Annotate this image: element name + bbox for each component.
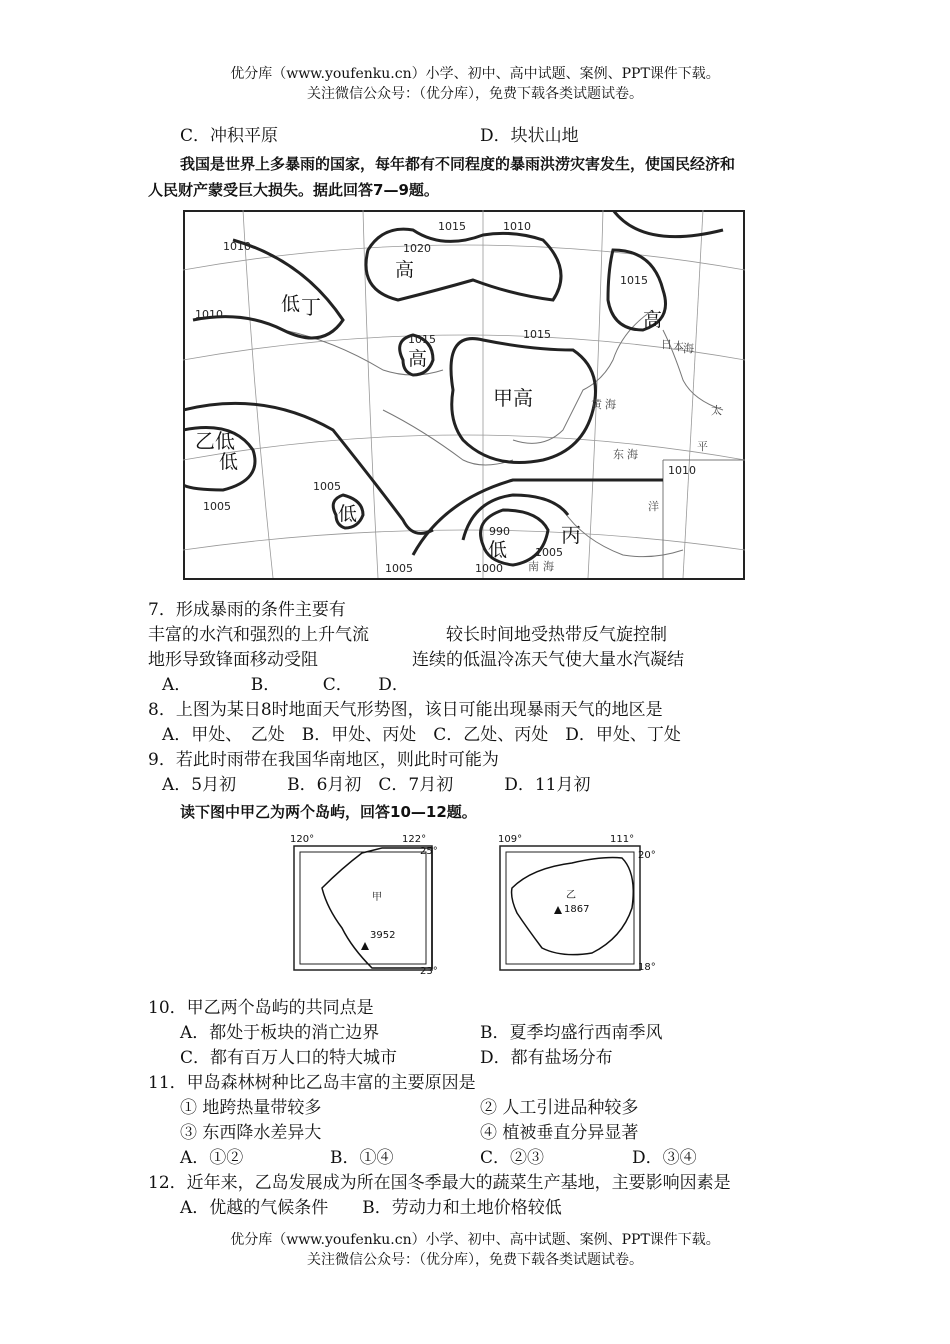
q7-option-2: 较长时间地受热带反气旋控制 — [446, 625, 667, 645]
q12-stem: 12．近年来，乙岛发展成为所在国冬季最大的蔬菜生产基地，主要影响因素是 — [148, 1173, 731, 1193]
header-line-1: 优分库（www.youfenku.cn）小学、初中、高中试题、案例、PPT课件下载。 — [230, 66, 720, 82]
isobar-label: 1015 — [620, 274, 648, 287]
sea-label: 洋 — [648, 500, 659, 513]
lon-label: 122° — [402, 834, 427, 845]
isobar-label: 1005 — [535, 546, 563, 559]
q11-stem: 11．甲岛森林树种比乙岛丰富的主要原因是 — [148, 1073, 476, 1093]
pressure-center-label: 高 — [643, 309, 663, 331]
q9-choices: A．5月初 B．6月初 C．7月初 D．11月初 — [162, 775, 591, 795]
marker-bing: 丙 — [561, 523, 581, 547]
lat-label: 20° — [638, 850, 656, 861]
q9-stem: 9．若此时雨带在我国华南地区，则此时可能为 — [148, 750, 499, 770]
isobar-label: 1005 — [385, 562, 413, 575]
island-map-jia — [282, 828, 442, 976]
sea-label: 海 — [683, 342, 694, 355]
q10-stem: 10．甲乙两个岛屿的共同点是 — [148, 998, 374, 1018]
header-line-2: 关注微信公众号：（优分库），免费下载各类试题试卷。 — [307, 86, 643, 102]
isobar-label: 1005 — [313, 480, 341, 493]
isobar-label: 1015 — [523, 328, 551, 341]
q11-choice-c: C．②③ — [480, 1148, 545, 1168]
sea-label: 日 — [661, 338, 672, 351]
pressure-center-label: 低 — [281, 293, 301, 315]
marker-ding: 丁 — [301, 295, 321, 319]
q10-option-b: B．夏季均盛行西南季风 — [480, 1023, 663, 1043]
isobar-label: 1015 — [438, 220, 466, 233]
q10-option-c: C．都有百万人口的特大城市 — [180, 1048, 398, 1068]
sea-label: 海 — [605, 398, 616, 411]
q6-option-d: D．块状山地 — [480, 126, 579, 146]
lat-label: 18° — [638, 962, 656, 973]
sea-label: 黄 — [591, 398, 602, 411]
q11-option-3: ③ 东西降水差异大 — [180, 1123, 322, 1143]
lat-label: 23° — [420, 966, 438, 976]
isobar-label: 1020 — [403, 242, 431, 255]
q10-option-d: D．都有盐场分布 — [480, 1048, 613, 1068]
marker-yi-low: 乙低 — [195, 429, 235, 453]
sea-label: 东 — [613, 448, 624, 461]
q11-option-2: ② 人工引进品种较多 — [480, 1098, 639, 1118]
peak-elevation: 3952 — [370, 930, 396, 941]
island-name: 甲 — [372, 892, 382, 903]
isobar-label: 990 — [489, 525, 510, 538]
sea-label: 海 — [627, 448, 638, 461]
q8-choices: A．甲处、 乙处 B．甲处、丙处 C．乙处、丙处 D．甲处、丁处 — [162, 725, 681, 745]
isobar-label: 1000 — [475, 562, 503, 575]
sea-label: 太 — [711, 404, 722, 417]
sea-label: 南 — [528, 560, 539, 573]
isobar-label: 1010 — [668, 464, 696, 477]
q7-option-1: 丰富的水汽和强烈的上升气流 — [148, 625, 369, 645]
q11-choice-b: B．①④ — [330, 1148, 394, 1168]
isobar-label: 1010 — [503, 220, 531, 233]
peak-elevation: 1867 — [564, 904, 590, 915]
isobar-label: 1005 — [203, 500, 231, 513]
sea-label: 平 — [697, 440, 708, 453]
island-name: 乙 — [566, 890, 576, 901]
pressure-center-label: 高 — [408, 348, 428, 370]
lon-label: 111° — [610, 834, 635, 845]
q11-choice-d: D．③④ — [632, 1148, 697, 1168]
pressure-center-label: 低 — [338, 503, 358, 525]
q6-option-c: C．冲积平原 — [180, 126, 279, 146]
q11-option-4: ④ 植被垂直分异显著 — [480, 1123, 639, 1143]
q8-stem: 8．上图为某日8时地面天气形势图，该日可能出现暴雨天气的地区是 — [148, 700, 663, 720]
sea-label: 海 — [543, 560, 554, 573]
footer-line-1: 优分库（www.youfenku.cn）小学、初中、高中试题、案例、PPT课件下载。 — [230, 1232, 720, 1248]
q11-choice-a: A．①② — [180, 1148, 244, 1168]
q7-choices: A． B． C． D． — [162, 675, 409, 695]
intro-7-9-line-1: 我国是世界上多暴雨的国家，每年都有不同程度的暴雨洪涝灾害发生，使国民经济和 — [180, 155, 736, 173]
q12-choices: A．优越的气候条件 B．劳动力和土地价格较低 — [180, 1198, 562, 1218]
isobar-label: 1010 — [195, 308, 223, 321]
sea-label: 本 — [673, 340, 684, 353]
pressure-center-label: 高 — [395, 259, 415, 281]
q7-option-3: 地形导致锋面移动受阻 — [148, 650, 318, 670]
pressure-center-label: 低 — [219, 451, 239, 473]
pressure-center-label: 低 — [488, 539, 508, 561]
footer-line-2: 关注微信公众号：（优分库），免费下载各类试题试卷。 — [307, 1252, 643, 1268]
island-map-yi — [492, 828, 662, 976]
marker-jia-high: 甲高 — [493, 386, 533, 410]
lat-label: 25° — [420, 846, 438, 857]
q10-option-a: A．都处于板块的消亡边界 — [180, 1023, 380, 1043]
isobar-label: 1015 — [408, 333, 436, 346]
intro-7-9-line-2: 人民财产蒙受巨大损失。据此回答7—9题。 — [148, 181, 439, 199]
q7-stem: 7．形成暴雨的条件主要有 — [148, 600, 346, 620]
lon-label: 120° — [290, 834, 315, 845]
intro-10-12: 读下图中甲乙为两个岛屿，回答10—12题。 — [180, 803, 477, 821]
q11-option-1: ① 地跨热量带较多 — [180, 1098, 322, 1118]
q7-option-4: 连续的低温冷冻天气使大量水汽凝结 — [412, 650, 684, 670]
weather-map — [183, 210, 745, 580]
lon-label: 109° — [498, 834, 523, 845]
isobar-label: 1010 — [223, 240, 251, 253]
